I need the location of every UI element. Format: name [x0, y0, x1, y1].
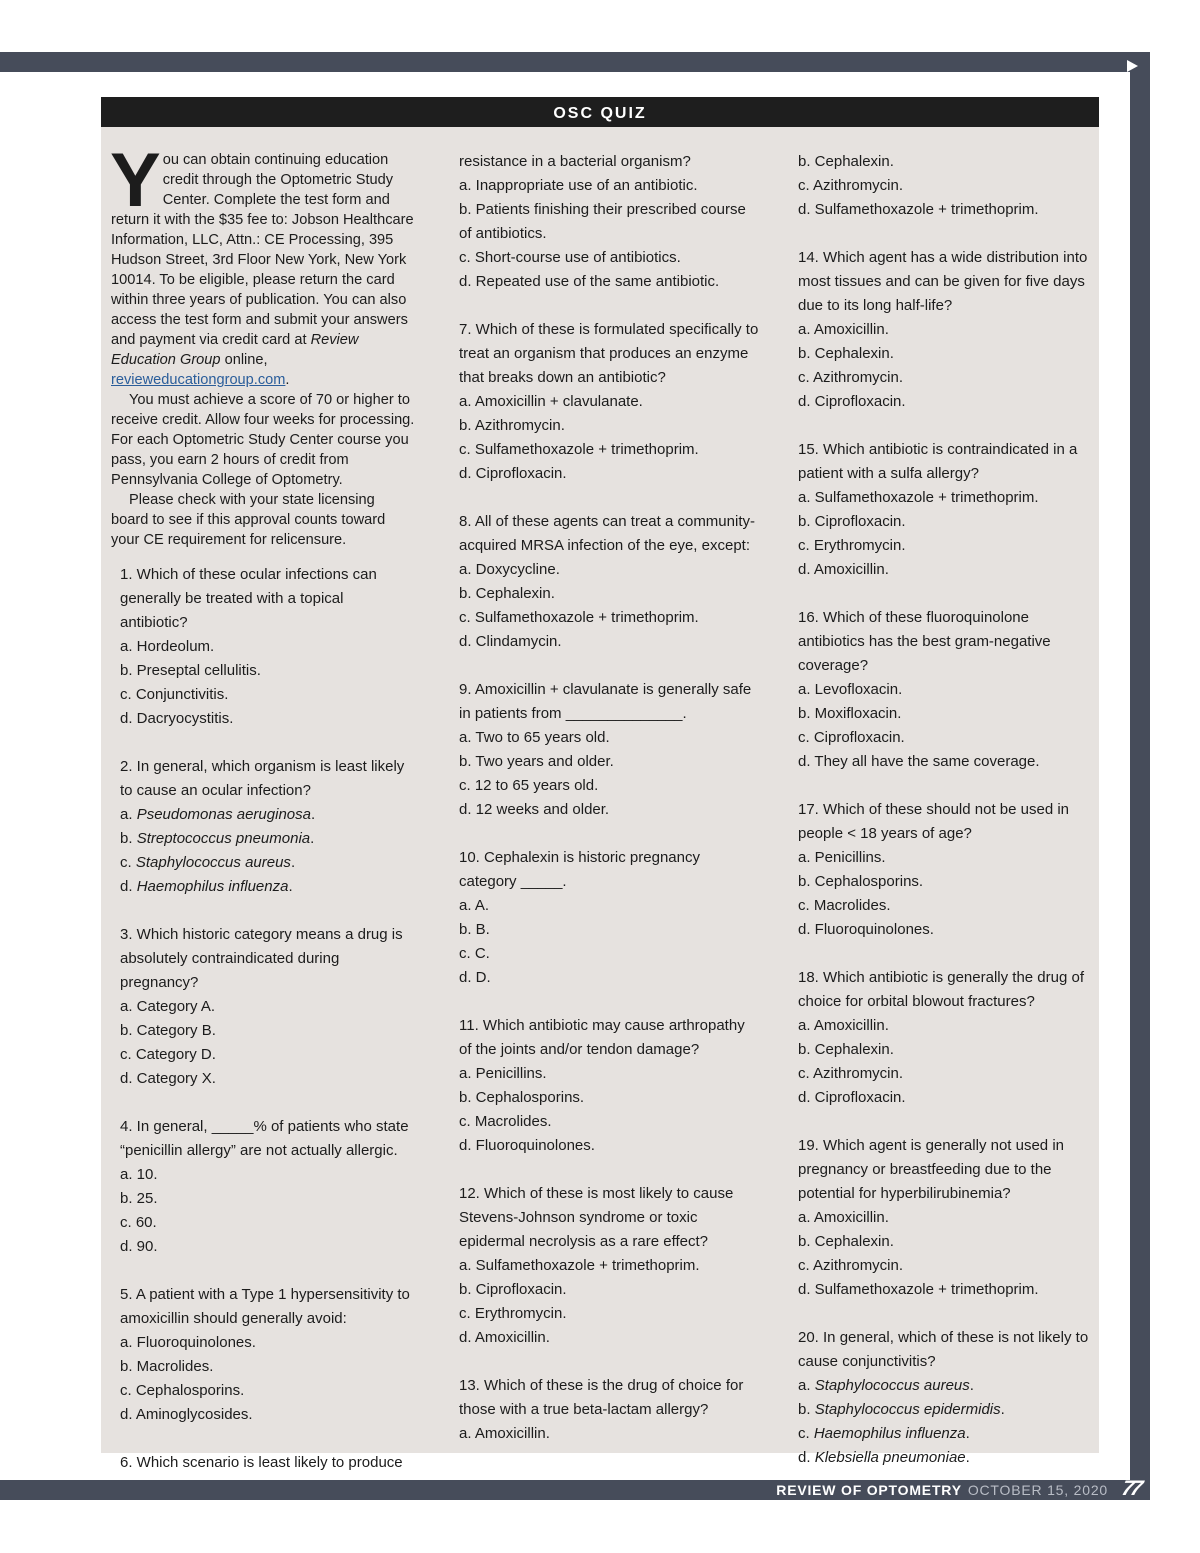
answer-option[interactable]: b. B. [459, 921, 490, 938]
answer-option[interactable]: a. Amoxicillin. [798, 321, 889, 338]
question-stem: 2. In general, which organism is least likely to cause an ocular infection? [120, 758, 405, 799]
answer-option[interactable]: b. Cephalosporins. [459, 1089, 585, 1106]
answer-option[interactable]: b. Cephalexin. [798, 345, 894, 362]
answer-option[interactable]: d. Ciprofloxacin. [798, 1089, 906, 1106]
question-18 [798, 966, 1098, 1110]
question-4 [110, 1115, 415, 1259]
answer-option[interactable]: d. Repeated use of the same antibiotic. [459, 273, 720, 290]
answer-option[interactable]: a. Doxycycline. [459, 561, 560, 578]
option-letter: b. [798, 1401, 815, 1418]
answer-option[interactable]: c. 60. [120, 1214, 157, 1231]
question-stem: 4. In general, _____% of patients who state “penicillin allergy” are not actually allergic. [120, 1118, 409, 1159]
answer-option[interactable]: b. Cephalexin. [459, 585, 555, 602]
option-text: Staphylococcus aureus [814, 1377, 970, 1394]
answer-option[interactable]: a. Amoxicillin. [798, 1017, 889, 1034]
answer-option[interactable]: d. Category X. [120, 1070, 216, 1087]
answer-option[interactable]: d. They all have the same coverage. [798, 753, 1040, 770]
answer-option[interactable] [798, 1374, 1098, 1398]
answer-option[interactable] [120, 803, 415, 827]
question-stem: 19. Which agent is generally not used in pregnancy or breastfeeding due to the potential for hyperbilirubinemia? [798, 1137, 1064, 1202]
answer-option[interactable]: d. 12 weeks and older. [459, 801, 610, 818]
answer-option[interactable]: d. 90. [120, 1238, 158, 1255]
answer-option[interactable]: d. Amoxicillin. [459, 1329, 550, 1346]
answer-option[interactable]: c. Azithromycin. [798, 1065, 904, 1082]
answer-option[interactable]: b. Cephalexin. [798, 1233, 894, 1250]
option-text: Klebsiella pneumoniae [814, 1449, 966, 1466]
drop-cap: Y [110, 138, 161, 223]
answer-option[interactable]: b. Macrolides. [120, 1358, 214, 1375]
question-stem: 1. Which of these ocular infections can generally be treated with a topical antibiotic? [120, 566, 377, 631]
option-letter: b. [120, 830, 137, 847]
option-letter: d. [798, 1449, 815, 1466]
answer-option[interactable]: b. Azithromycin. [459, 417, 565, 434]
answer-option[interactable]: b. Cephalexin. [798, 153, 894, 170]
question-stem: 8. All of these agents can treat a community-acquired MRSA infection of the eye, except: [459, 513, 755, 554]
answer-option[interactable]: b. Cephalexin. [798, 1041, 894, 1058]
answer-option[interactable]: c. Short-course use of antibiotics. [459, 249, 681, 266]
answer-option[interactable]: b. Ciprofloxacin. [798, 513, 906, 530]
answer-option[interactable]: b. Moxifloxacin. [798, 705, 902, 722]
question-stem: 13. Which of these is the drug of choice for those with a true beta-lactam allergy? [459, 1377, 744, 1418]
column-2 [459, 150, 759, 1470]
option-end: . [965, 1425, 970, 1442]
question-7 [459, 318, 759, 486]
answer-option[interactable]: a. Inappropriate use of an antibiotic. [459, 177, 698, 194]
question-stem: 20. In general, which of these is not likely to cause conjunctivitis? [798, 1329, 1089, 1370]
answer-option[interactable]: a. Amoxicillin. [798, 1209, 889, 1226]
answer-option[interactable]: c. C. [459, 945, 490, 962]
answer-option[interactable]: a. Category A. [120, 998, 216, 1015]
answer-option[interactable]: a. Two to 65 years old. [459, 729, 610, 746]
column-1 [110, 138, 415, 1499]
top-frame-bar [0, 52, 1150, 72]
answer-option[interactable] [120, 875, 415, 899]
answer-option[interactable]: a. Levofloxacin. [798, 681, 903, 698]
intro-text [110, 138, 415, 550]
option-end: . [969, 1377, 974, 1394]
option-text: Streptococcus pneumonia [136, 830, 311, 847]
question-stem: 10. Cephalexin is historic pregnancy category _____. [459, 849, 700, 890]
answer-option[interactable]: b. Preseptal cellulitis. [120, 662, 261, 679]
answer-option[interactable]: d. Amoxicillin. [798, 561, 889, 578]
answer-option[interactable] [120, 851, 415, 875]
answer-option[interactable]: c. Sulfamethoxazole + trimethoprim. [459, 609, 699, 626]
answer-option[interactable]: c. Conjunctivitis. [120, 686, 229, 703]
intro-paragraph-2: You must achieve a score of 70 or higher to receive credit. Allow four weeks for processing. For each Optometric Study Center course you pass, you earn 2 hours of credit from Pennsylvania College of Optometry. [111, 392, 415, 488]
answer-option[interactable]: b. Patients finishing their prescribed course of antibiotics. [459, 201, 746, 242]
answer-option[interactable] [798, 1446, 1098, 1470]
answer-option[interactable]: d. Aminoglycosides. [120, 1406, 253, 1423]
option-end: . [965, 1449, 970, 1466]
option-end: . [1000, 1401, 1005, 1418]
question-stem: 11. Which antibiotic may cause arthropathy of the joints and/or tendon damage? [459, 1017, 745, 1058]
answer-option[interactable]: c. Macrolides. [459, 1113, 552, 1130]
question-stem: 15. Which antibiotic is contraindicated in a patient with a sulfa allergy? [798, 441, 1078, 482]
question-13-start [459, 1374, 759, 1446]
question-16 [798, 606, 1098, 774]
option-letter: a. [120, 806, 137, 823]
answer-option[interactable]: d. Ciprofloxacin. [798, 393, 906, 410]
answer-option[interactable] [798, 1398, 1098, 1422]
answer-option[interactable] [120, 827, 415, 851]
question-stem: 3. Which historic category means a drug is absolutely contraindicated during pregnancy? [120, 926, 403, 991]
option-end: . [288, 878, 293, 895]
question-stem-continued: resistance in a bacterial organism? [459, 153, 691, 170]
question-5 [110, 1283, 415, 1427]
answer-option[interactable]: c. Azithromycin. [798, 177, 904, 194]
option-end: . [310, 830, 315, 847]
answer-option[interactable]: c. Category D. [120, 1046, 216, 1063]
answer-option[interactable]: c. Azithromycin. [798, 369, 904, 386]
answer-option[interactable]: c. Erythromycin. [459, 1305, 567, 1322]
answer-option[interactable]: d. Fluoroquinolones. [798, 921, 934, 938]
question-11 [459, 1014, 759, 1158]
answer-option[interactable]: d. Sulfamethoxazole + trimethoprim. [798, 201, 1039, 218]
footer [776, 1481, 1108, 1499]
question-stem: 18. Which antibiotic is generally the drug of choice for orbital blowout fractures? [798, 969, 1084, 1010]
question-stem: 6. Which scenario is least likely to produce [120, 1454, 403, 1471]
section-header: OSC QUIZ [101, 97, 1099, 127]
answer-option[interactable]: b. Ciprofloxacin. [459, 1281, 567, 1298]
intro-italic-name: Review Education Group [111, 332, 359, 368]
intro-link-end: . [285, 372, 290, 388]
answer-option[interactable] [798, 1422, 1098, 1446]
option-letter: d. [120, 878, 137, 895]
option-end: . [290, 854, 296, 871]
question-stem: 7. Which of these is formulated specifically to treat an organism that produces an enzyme that breaks down an antibiotic? [459, 321, 759, 386]
column-3 [798, 150, 1098, 1494]
question-10 [459, 846, 759, 990]
answer-option[interactable]: d. Dacryocystitis. [120, 710, 234, 727]
option-text: Pseudomonas aeruginosa [136, 806, 311, 823]
answer-option[interactable]: c. Ciprofloxacin. [798, 729, 905, 746]
answer-option[interactable]: c. Sulfamethoxazole + trimethoprim. [459, 441, 699, 458]
answer-option[interactable]: b. Category B. [120, 1022, 216, 1039]
question-8 [459, 510, 759, 654]
answer-option[interactable]: a. Hordeolum. [120, 638, 215, 655]
answer-option[interactable]: a. Amoxicillin + clavulanate. [459, 393, 643, 410]
option-letter: a. [798, 1377, 815, 1394]
question-13-continued [798, 150, 1098, 222]
question-stem: 5. A patient with a Type 1 hypersensitivity to amoxicillin should generally avoid: [120, 1286, 410, 1327]
question-14 [798, 246, 1098, 414]
question-20 [798, 1326, 1098, 1470]
option-letter: c. [798, 1425, 814, 1442]
question-9 [459, 678, 759, 822]
answer-option[interactable]: d. Sulfamethoxazole + trimethoprim. [798, 1281, 1039, 1298]
question-6 [459, 150, 759, 294]
answer-option[interactable]: a. Penicillins. [459, 1065, 547, 1082]
issue-date: OCTOBER 15, 2020 [967, 1482, 1108, 1498]
question-3 [110, 923, 415, 1091]
answer-option[interactable]: c. Azithromycin. [798, 1257, 904, 1274]
question-1 [110, 563, 415, 731]
question-12 [459, 1182, 759, 1350]
option-text: Haemophilus influenza [813, 1425, 966, 1442]
option-text: Haemophilus influenza [136, 878, 289, 895]
question-17 [798, 798, 1098, 942]
question-stem: 14. Which agent has a wide distribution into most tissues and can be given for five days due to its long half-life? [798, 249, 1088, 314]
page-number: 77 [1119, 1477, 1142, 1500]
answer-option[interactable]: d. Fluoroquinolones. [459, 1137, 595, 1154]
question-2 [110, 755, 415, 899]
answer-option[interactable]: c. Cephalosporins. [120, 1382, 245, 1399]
answer-option[interactable]: d. Clindamycin. [459, 633, 562, 650]
publication-name: REVIEW OF OPTOMETRY [776, 1482, 962, 1498]
question-stem: 17. Which of these should not be used in people < 18 years of age? [798, 801, 1070, 842]
intro-paragraph-3: Please check with your state licensing board to see if this approval counts toward your CE requirement for relicensure. [111, 492, 386, 548]
answer-option[interactable]: d. D. [459, 969, 491, 986]
answer-option[interactable]: d. Ciprofloxacin. [459, 465, 567, 482]
answer-option[interactable]: a. Sulfamethoxazole + trimethoprim. [459, 1257, 700, 1274]
answer-option[interactable]: c. Macrolides. [798, 897, 891, 914]
website-link[interactable]: revieweducationgroup.com [111, 372, 286, 388]
answer-option[interactable]: a. Penicillins. [798, 849, 886, 866]
answer-option[interactable]: b. 25. [120, 1190, 158, 1207]
answer-option[interactable]: a. 10. [120, 1166, 158, 1183]
option-text: Staphylococcus epidermidis [814, 1401, 1001, 1418]
question-stem: 9. Amoxicillin + clavulanate is generally safe in patients from ______________. [459, 681, 752, 722]
answer-option[interactable]: a. Fluoroquinolones. [120, 1334, 256, 1351]
answer-option[interactable]: a. Amoxicillin. [459, 1425, 550, 1442]
answer-option[interactable]: c. 12 to 65 years old. [459, 777, 599, 794]
option-end: . [310, 806, 316, 823]
answer-option[interactable]: a. A. [459, 897, 490, 914]
answer-option[interactable]: a. Sulfamethoxazole + trimethoprim. [798, 489, 1039, 506]
question-15 [798, 438, 1098, 582]
question-6-start [110, 1451, 415, 1475]
option-text: Staphylococcus aureus [135, 854, 291, 871]
question-stem: 12. Which of these is most likely to cause Stevens-Johnson syndrome or toxic epidermal necrolysis as a rare effect? [459, 1185, 734, 1250]
question-stem: 16. Which of these fluoroquinolone antibiotics has the best gram-negative coverage? [798, 609, 1051, 674]
right-frame-bar [1130, 52, 1150, 1498]
answer-option[interactable]: c. Erythromycin. [798, 537, 906, 554]
answer-option[interactable]: b. Cephalosporins. [798, 873, 924, 890]
answer-option[interactable]: b. Two years and older. [459, 753, 614, 770]
intro-paragraph-1: ou can obtain continuing education credit through the Optometric Study Center. Complete the test form and return it with the $35 fee to: Jobson Healthcare Information, LLC, Attn.: CE Processing, 395 Hudson Street, 3rd Floor New York, New York 10014. To be eligible, please return the card within three years of publication. You can also access the test form and submit your answers and payment via credit card at [111, 152, 414, 348]
option-letter: c. [120, 854, 136, 871]
question-19 [798, 1134, 1098, 1302]
intro-paragraph-1-tail: online, [220, 352, 268, 368]
corner-arrow-icon [1127, 60, 1138, 72]
